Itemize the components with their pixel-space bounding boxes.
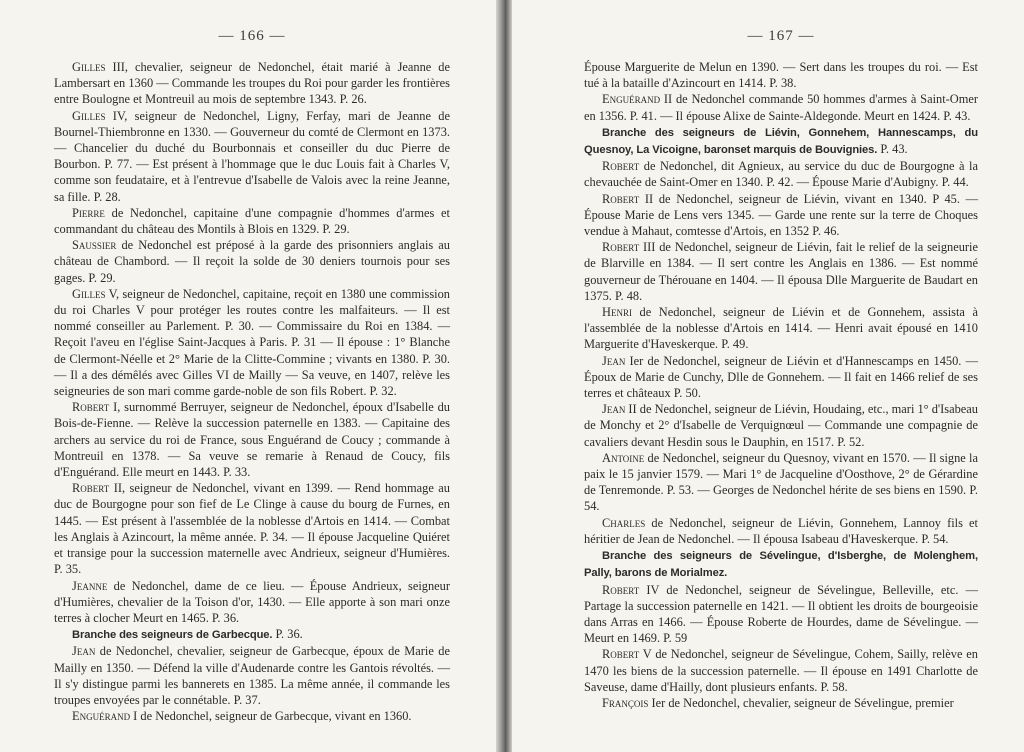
branch-heading (584, 124, 978, 158)
person-name: Gilles (72, 108, 106, 123)
entry-text: IV, seigneur de Nedonchel, Ligny, Ferfay, mari de Jeanne de Bournel-Thiembronne en 1330. — Gouverneur du comté de Clermont en 1373. — Chancelier du duché du Bourbonnais et conseiller du duc Pierre de Bourbon. P. 77. — Est présent à l'hommage que le duc Louis fait à Charles V, comme son feudataire, et à l'entrevue d'Isabelle de Valois avec la reine Jeanne, sa fille. P. 28. (54, 108, 450, 204)
page-number: — 166 — (218, 28, 286, 44)
entry-text: III, chevalier, seigneur de Nedonchel, était marié à Jeanne de Lambersart en 1360 — Commande les troupes du Roi pour garder les frontières entre Boulogne et Montreuil au mois de septembre 1343. P. 26. (54, 60, 450, 107)
genealogy-entry (584, 646, 978, 695)
genealogy-entry (584, 401, 978, 450)
person-name: Robert (602, 240, 640, 255)
entry-text: Ier de Nedonchel, seigneur de Liévin et d'Hannescamps en 1450. — Époux de Marie de Cunchy, Dlle de Gonnehem. — Il fait en 1466 relief de ses terres et châteaux P. 50. (584, 353, 978, 401)
entry-text: P. 36. (272, 627, 303, 642)
branch-heading (584, 547, 978, 581)
entry-text: Épouse Marguerite de Melun en 1390. — Sert dans les troupes du roi. — Est tué à la bataille d'Azincourt en 1414. P. 38. (584, 60, 978, 91)
entry-list (584, 59, 978, 711)
entry-text: II, seigneur de Nedonchel, vivant en 1399. — Rend hommage au duc de Bourgogne pour son fief de Le Clinge à cause du bourg de Furnes, en 1445. — Est présent à l'assemblée de la noblesse d'Artois en 1414. — Combat les Anglais à Azincourt, la même année. P. 34. — Il épouse Jacqueline Quiéret et transige pour la succession maternelle avec Andrieux, seigneur d'Humières. P. 35. (54, 481, 450, 577)
genealogy-entry (54, 708, 450, 724)
entry-text: V, seigneur de Nedonchel, capitaine, reçoit en 1380 une commission du roi Charles V pour protéger les routes contre les malfaiteurs. — Il est nommé conseiller au Parlement. P. 30. — Commissaire du Roi en 1384. — Reçoit l'aveu en l'église Saint-Jacques à Paris. P. 31 — Il épouse : 1° Blanche de Clermont-Néelle et 2° Marie de la Clitte-Commine ; vivants en 1380. P. 30. — Il a des démêlés avec Gilles VI de Mailly — Sa veuve, en 1407, relève les seigneuries de son mari comme garde-noble de son fils Robert. P. 32. (54, 286, 450, 399)
person-name: François (602, 695, 649, 710)
person-name: Robert (72, 481, 110, 496)
entry-text: V de Nedonchel, seigneur de Sévelingue, Cohem, Sailly, relève en 1470 les biens de la succession paternelle. — Il épouse en 1491 Charlotte de Saveuse, dame d'Hailly, dont plusieurs enfants. P. 58. (584, 647, 978, 694)
genealogy-entry (584, 450, 978, 515)
entry-text: II de Nedonchel, seigneur de Liévin, Houdaing, etc., mari 1° d'Isabeau de Monchy et 2° d'Isabelle de Verquignœul — Commande une compagnie de cavaliers devant Hesdin sous le Dauphin, en 1517. P. 52. (584, 402, 978, 449)
branch-title: Branche des seigneurs de Garbecque. (72, 629, 273, 642)
genealogy-entry (54, 108, 450, 205)
genealogy-entry (584, 304, 978, 353)
entry-text: de Nedonchel, dit Agnieux, au service du duc de Bourgogne à la chevauchée de Saint-Omer en 1340. P. 42. — Épouse Marie d'Aubigny. P. 44. (584, 159, 978, 190)
entry-text: de Nedonchel, seigneur de Liévin, Gonnehem, Lannoy fils et héritier de Jean de Nedonchel. — Il épousa Isabeau d'Haveskerque. P. 54. (584, 515, 978, 546)
branch-heading (54, 626, 450, 643)
entry-text: II de Nedonchel, seigneur de Liévin, vivant en 1340. P 45. — Épouse Marie de Lens vers 1345. — Garde une rente sur la terre de Choques vendue à Mahaut, comtesse d'Artois, en 1352 P. 46. (584, 191, 978, 239)
entry-text: I de Nedonchel, seigneur de Garbecque, vivant en 1360. (130, 709, 412, 724)
person-name: Gilles (72, 286, 106, 301)
entry-text: Ier de Nedonchel, chevalier, seigneur de Sévelingue, premier (648, 695, 954, 710)
person-name: Robert (602, 191, 640, 206)
person-name: Jeanne (72, 578, 108, 593)
entry-text: de Nedonchel est préposé à la garde des prisonniers anglais au château de Chambord. — Il reçoit la solde de 30 deniers tournois pour ses gages. P. 29. (54, 238, 450, 285)
person-name: Saussier (72, 238, 117, 253)
entry-text: IV de Nedonchel, seigneur de Sévelingue, Belleville, etc. — Partage la succession paternelle en 1421. — Il obtient les droits de bourgeoisie dans Arras en 1466. — Épouse Roberte de Hourdes, dame de Sévelingue. — Meurt en 1469. P. 59 (584, 582, 978, 646)
person-name: Pierre (72, 205, 105, 220)
entry-text: de Nedonchel, seigneur du Quesnoy, vivant en 1570. — Il signe la paix le 15 janvier 1579. — Mari 1° de Jacqueline d'Oosthove, 2° de Gérardine de Tenremonde. P. 53. — Georges de Nedonchel hérite de ses biens en 1590. P. 54. (584, 450, 978, 514)
genealogy-entry (584, 582, 978, 647)
right-page (512, 0, 1024, 752)
person-name: Antoine (602, 450, 645, 465)
entry-list (54, 59, 450, 724)
entry-text: II de Nedonchel commande 50 hommes d'armes à Saint-Omer en 1356. P. 41. — Il épouse Alixe de Sainte-Aldegonde. Meurt en 1424. P. 43. (584, 92, 978, 123)
page-number: — 167 — (747, 28, 815, 44)
person-name: Henri (602, 305, 632, 320)
person-name: Enguérand (72, 709, 131, 724)
person-name: Enguérand (602, 92, 661, 107)
genealogy-entry (54, 237, 450, 286)
genealogy-entry (584, 239, 978, 304)
entry-text: de Nedonchel, capitaine d'une compagnie d'hommes d'armes et commandant du château des Montils à Blois en 1329. P. 29. (54, 205, 450, 237)
genealogy-entry (54, 399, 450, 480)
person-name: Charles (602, 515, 646, 530)
genealogy-entry (584, 91, 978, 123)
entry-text: de Nedonchel, chevalier, seigneur de Garbecque, époux de Marie de Mailly en 1350. — Défend la ville d'Audenarde contre les Gantois révoltés. — Il s'y distingue parmi les bannerets en 1385. La même année, il commande les troupes envoyées par le connétable. P. 37. (54, 644, 450, 707)
genealogy-entry (54, 59, 450, 108)
entry-text: I, surnommé Berruyer, seigneur de Nedonchel, époux d'Isabelle du Bois-de-Fienne. — Relève la succession paternelle en 1383. — Capitaine des archers au service du roi de France, sous Enguérand de Coucy ; commande à Montreuil en 1378. — Sa veuve se remarie à Renaud de Coucy, fils d'Enguérand. Elle meurt en 1443. P. 33. (54, 400, 450, 480)
person-name: Gilles (72, 60, 106, 74)
genealogy-entry (584, 353, 978, 402)
person-name: Robert (602, 159, 640, 174)
genealogy-entry (54, 578, 450, 627)
person-name: Jean (602, 402, 626, 417)
entry-text: III de Nedonchel, seigneur de Liévin, fait le relief de la seigneurie de Blarville en 1384. — Il sert contre les Anglais en 1386. — Est nommé gouverneur de Thérouane en 1404. — Il épousa Dlle Marguerite de Baudart en 1375. P. 48. (584, 240, 978, 303)
entry-text: de Nedonchel, dame de ce lieu. — Épouse Andrieux, seigneur d'Humières, chevalier de la Toison d'or, 1430. — Elle apporte à son mari onze terres à clocher Meurt en 1465. P. 36. (54, 578, 450, 625)
genealogy-entry (584, 191, 978, 240)
person-name: Robert (602, 582, 640, 597)
person-name: Jean (72, 644, 96, 659)
genealogy-entry (584, 515, 978, 547)
genealogy-entry (54, 205, 450, 237)
person-name: Jean (602, 353, 626, 368)
entry-text: P. 43. (877, 142, 908, 157)
branch-title: Branche des seigneurs de Sévelingue, d'Isberghe, de Molenghem, Pally, barons de Morialmez. (584, 550, 978, 580)
person-name: Robert (602, 647, 640, 662)
entry-continuation (584, 59, 978, 91)
book-gutter (496, 0, 512, 752)
genealogy-entry (584, 695, 978, 711)
person-name: Robert (72, 400, 110, 415)
left-page (0, 0, 496, 752)
branch-title: Branche des seigneurs de Liévin, Gonnehem, Hannescamps, du Quesnoy, La Vicoigne, baronset marquis de Bouvignies. (584, 126, 978, 157)
genealogy-entry (54, 286, 450, 399)
genealogy-entry (54, 480, 450, 577)
genealogy-entry (584, 158, 978, 190)
entry-text: de Nedonchel, seigneur de Liévin et de Gonnehem, assista à l'assemblée de la noblesse d'Artois en 1414. — Henri avait épousé en 1410 Marguerite d'Haveskerque. P. 49. (584, 305, 978, 352)
genealogy-entry (54, 643, 450, 708)
